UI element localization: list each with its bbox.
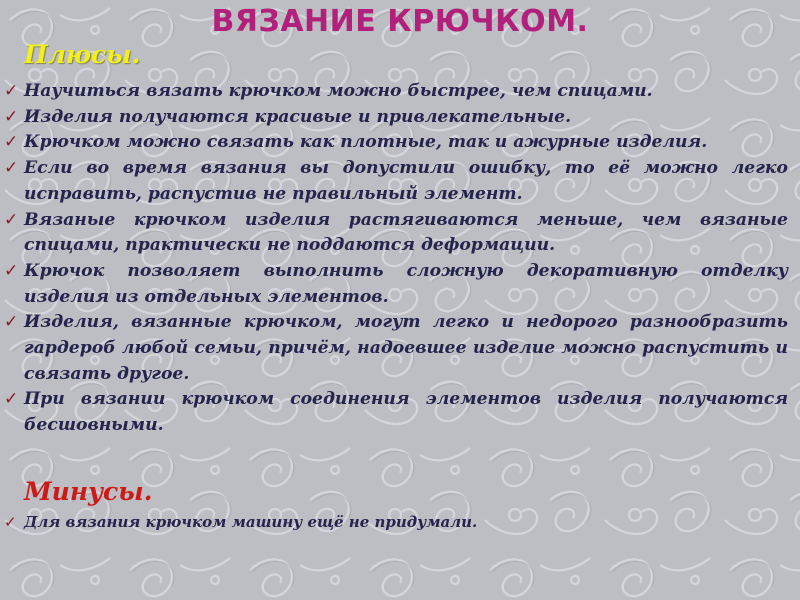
pluses-item-text: Крючок позволяет выполнить сложную декоративную отделку изделия из отдельных элементов. <box>24 260 788 307</box>
pluses-item <box>4 259 788 310</box>
checkmark-icon: ✓ <box>4 106 19 127</box>
pluses-item <box>4 387 788 438</box>
pluses-item-text: Изделия, вязанные крючком, могут легко и недорого разнообразить гардероб любой семьи, причём, надоевшее изделие можно распустить и связать другое. <box>24 312 788 384</box>
pluses-heading: Плюсы. <box>24 40 141 69</box>
pluses-item <box>4 156 788 207</box>
minuses-item <box>4 511 788 533</box>
checkmark-icon: ✓ <box>4 260 19 281</box>
pluses-item <box>4 208 788 259</box>
checkmark-icon: ✓ <box>4 158 19 179</box>
pluses-item <box>4 105 788 131</box>
pluses-item-text: Научиться вязать крючком можно быстрее, чем спицами. <box>24 81 653 101</box>
minuses-item-text: Для вязания крючком машину ещё не придумали. <box>24 513 478 531</box>
pluses-item-text: При вязании крючком соединения элементов изделия получаются бесшовными. <box>24 389 788 436</box>
checkmark-icon: ✓ <box>4 389 19 410</box>
minuses-heading: Минусы. <box>24 477 153 506</box>
slide-title: ВЯЗАНИЕ КРЮЧКОМ. <box>211 4 589 39</box>
checkmark-icon: ✓ <box>4 81 19 101</box>
minuses-list <box>4 511 788 533</box>
pluses-item-text: Изделия получаются красивые и привлекательные. <box>24 106 572 127</box>
checkmark-icon: ✓ <box>4 209 19 230</box>
pluses-list <box>4 79 788 439</box>
pluses-item-text: Крючком можно связать как плотные, так и ажурные изделия. <box>24 132 708 153</box>
checkmark-icon: ✓ <box>4 312 19 333</box>
pluses-item <box>4 130 788 156</box>
checkmark-icon: ✓ <box>4 132 19 153</box>
checkmark-icon: ✓ <box>4 513 17 531</box>
pluses-item-text: Вязаные крючком изделия растягиваются меньше, чем вязаные спицами, практически не поддаются деформации. <box>24 209 788 256</box>
pluses-item <box>4 310 788 387</box>
pluses-item <box>4 79 788 105</box>
pluses-item-text: Если во время вязания вы допустили ошибку, то её можно легко исправить, распустив не правильный элемент. <box>24 158 788 204</box>
